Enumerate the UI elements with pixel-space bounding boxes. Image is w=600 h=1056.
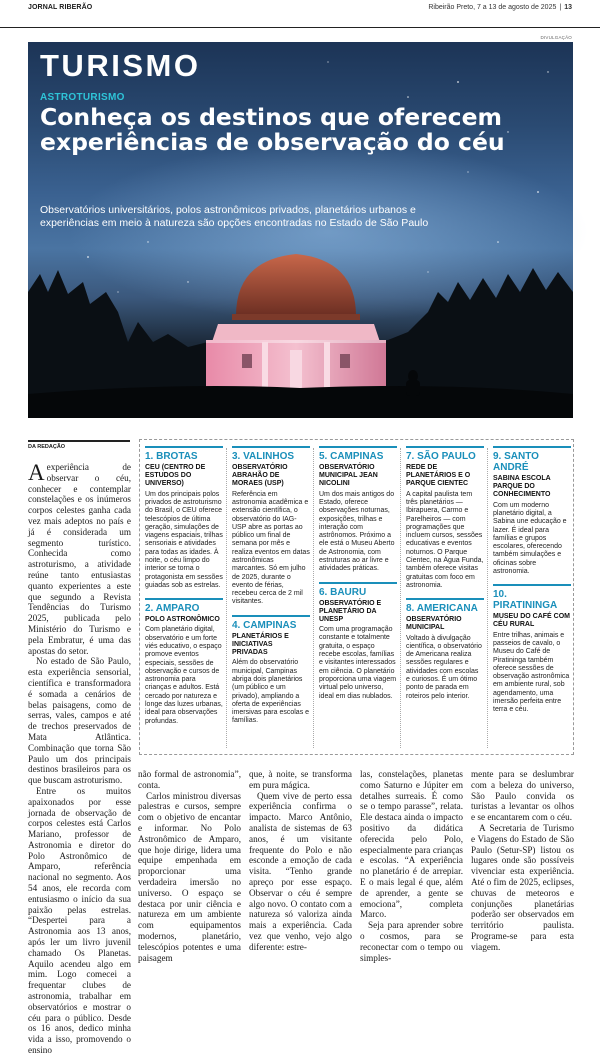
article-paragraph: Entre os muitos apaixonados por esse jornada de observação de corpos celestes está Carlos Mariano, professor de Astronomia e diretor do Polo Astronômico de Amparo, referência nacional no segmento. Aos 54 anos, ele recorda com entusiasmo o início da sua paixão pelas estrelas. “Despertei para a Astronomia aos 13 anos, após ler um livro juvenil chamado Os Planetas. Aquilo acendeu algo em mim. Logo comecei a frequentar clubes de astronomia, trabalhar em observatórios e mostrar o céu para o público. Desde os 16 anos, dedico minha vida a isso, promovendo o ensino xyxy=(28,785,131,1056)
article-column-1 xyxy=(28,462,131,1056)
column-divider xyxy=(226,448,227,748)
destination-city: 9. SANTO ANDRÉ xyxy=(493,446,571,473)
destination-description: Voltado à divulgação científica, o observatório de Americana realiza sessões regulares e atividades com escolas e curiosos. É um ótimo ponto de parada em roteiros pelo interior. xyxy=(406,634,482,700)
column-divider xyxy=(400,448,401,748)
article-paragraph: mente para se deslumbrar com a beleza do universo, São Paulo convida os turistas a levantar os olhos e se encantarem com o céu. xyxy=(471,769,574,823)
destination-city: 4. CAMPINAS xyxy=(232,615,310,631)
issue-date: Ribeirão Preto, 7 a 13 de agosto de 2025 xyxy=(428,4,557,11)
hero-photo xyxy=(28,42,573,418)
article-paragraph: não formal de astronomia”, conta. xyxy=(138,769,241,790)
article-paragraph: A Secretaria de Turismo e Viagens do Estado de São Paulo (Setur-SP) listou os lugares onde são possíveis vivenciar esta experiência. Até o fim de 2025, eclipses, chuvas de meteoros e conjunções planetárias poderão ser observados em território paulista. Programe-se para esta viagem. xyxy=(471,822,574,952)
destination-entry xyxy=(145,446,223,590)
article-column-3 xyxy=(249,769,352,953)
article-paragraph: Carlos ministrou diversas palestras e cursos, sempre com o objetivo de encantar e informar. No Polo Astronômico de Amparo, que hoje dirige, lidera uma equipe empenhada em proporcionar uma verdadeira imersão no universo. O espaço se destaca por unir ciência e natureza em um ambiente com equipamentos modernos, planetário, telescópios potentes e uma paisagem xyxy=(138,790,241,963)
destination-place: SABINA ESCOLA PARQUE DO CONHECIMENTO xyxy=(493,475,551,499)
column-divider xyxy=(487,448,488,748)
kicker: ASTROTURISMO xyxy=(40,92,125,103)
destination-description: Um dos principais polos privados de astroturismo do Brasil, o CEU oferece telescópios de última geração, simulações de viagens espaciais, trilhas sensoriais e atividades para todas as idades. À noite, o céu limpo do interior se torna o protagonista em sessões guiadas sob as estrelas. xyxy=(145,490,223,589)
article-column-2 xyxy=(138,769,241,963)
destination-entry xyxy=(232,615,310,726)
destination-description: Referência em astronomia acadêmica e extensão científica, o observatório do IAG-USP abre as portas ao público um final de semana por mês e realiza eventos em datas astronômicas marcantes. Só em julho de 2025, durante o evento de férias, recebeu cerca de 2 mil visitantes. xyxy=(232,490,310,606)
dateline xyxy=(428,4,572,11)
destination-city: 7. SÃO PAULO xyxy=(406,446,484,462)
destinations-box xyxy=(139,439,574,755)
destination-city: 3. VALINHOS xyxy=(232,446,310,462)
destination-entry xyxy=(406,598,484,701)
newspaper-name: JORNAL RIBERÃO xyxy=(28,4,93,11)
destination-place: MUSEU DO CAFÉ COM CÉU RURAL xyxy=(493,613,570,629)
article-paragraph: que, à noite, se transforma em pura mágica. xyxy=(249,769,352,790)
destination-entry xyxy=(406,446,484,590)
destination-description: A capital paulista tem três planetários — Ibirapuera, Carmo e Parelheiros — com programações que incluem cursos, sessões educativas e eventos noturnos. O Parque Cientec, na Água Funda, também oferece visitas gratuitas com foco em astronomia. xyxy=(406,490,484,589)
destination-city: 2. AMPARO xyxy=(145,598,223,614)
destination-place: OBSERVATÓRIO E PLANETÁRIO DA UNESP xyxy=(319,599,382,623)
destination-city: 5. CAMPINAS xyxy=(319,446,397,462)
destination-entry xyxy=(319,446,397,574)
destination-place: POLO ASTRONÔMICO xyxy=(145,616,220,624)
destination-city: 10. PIRATININGA xyxy=(493,584,571,611)
destinations-column-3 xyxy=(319,446,397,709)
photo-credit: DIVULGAÇÃO xyxy=(540,35,572,40)
destination-place: PLANETÁRIOS E INICIATIVAS PRIVADAS xyxy=(232,632,289,657)
section-title: TURISMO xyxy=(40,48,201,83)
article-paragraph: Quem vive de perto essa experiência confirma o impacto. Marco Antônio, analista de sistemas de 63 anos, é um visitante frequente do Polo e não esconde a emoção de cada visita. “Tenho grande apreço por esse espaço. Observar o céu é sempre algo novo. O contato com a natureza só valoriza ainda mais a experiência. Cada vez que venho, vejo algo diferente: estre- xyxy=(249,790,352,952)
destination-entry xyxy=(232,446,310,607)
destination-city: 1. BROTAS xyxy=(145,446,223,462)
article-column-5 xyxy=(471,769,574,953)
article-paragraph: No estado de São Paulo, esta experiência sensorial, científica e transformadora é somada a cenários de belas paisagens, como de serras, vales, campos e até de trechos preservados de Mata Atlântica. Combinação que torna São Paulo um dos principais destinos brasileiros para os que buscam astroturismo. xyxy=(28,656,131,786)
destinations-column-1 xyxy=(145,446,223,734)
destination-place: OBSERVATÓRIO MUNICIPAL JEAN NICOLINI xyxy=(319,464,378,488)
page-number: 13 xyxy=(564,4,572,11)
destinations-column-4 xyxy=(406,446,484,709)
separator: | xyxy=(559,4,562,11)
destination-description: Além do observatório municipal, Campinas abriga dois planetários (um público e um privado), ampliando a oferta de experiências imersivas para escolas e famílias. xyxy=(232,659,310,725)
drop-cap: A xyxy=(28,460,45,485)
destination-description: Com um moderno planetário digital, a Sabina une educação e lazer. É ideal para famílias e grupos escolares, oferecendo também simulações e oficinas sobre astronomia. xyxy=(493,501,567,575)
article-paragraph xyxy=(28,462,131,656)
destination-entry xyxy=(493,584,571,714)
destination-place: CEU (CENTRO DE ESTUDOS DO UNIVERSO) xyxy=(145,464,206,488)
destination-place: OBSERVATÓRIO MUNICIPAL xyxy=(406,616,462,632)
article-paragraph: Seja para aprender sobre o cosmos, para se reconectar com o tempo ou simples- xyxy=(360,920,463,963)
destination-description: Com uma programação constante e totalmente gratuita, o espaço recebe escolas, famílias e visitantes interessados em ciência. O planetário proporciona uma viagem virtual pelo universo, ideal em dias nublados. xyxy=(319,626,397,700)
destination-description: Com planetário digital, observatório e um forte viés educativo, o espaço promove eventos especiais, sessões de observação e cursos de astronomia para crianças e adultos. Está cercado por natureza e longe das luzes urbanas, ideal para observações profundas. xyxy=(145,626,223,725)
destination-city: 6. BAURU xyxy=(319,582,397,598)
destination-entry xyxy=(493,446,571,576)
destinations-column-2 xyxy=(232,446,310,734)
destination-entry xyxy=(319,582,397,701)
column-divider xyxy=(313,448,314,748)
destination-city: 8. AMERICANA xyxy=(406,598,484,614)
destination-entry xyxy=(145,598,223,726)
article-column-4 xyxy=(360,769,463,963)
destination-place: REDE DE PLANETÁRIOS E O PARQUE CIENTEC xyxy=(406,464,471,488)
destinations-column-5 xyxy=(493,446,571,723)
destination-place: OBSERVATÓRIO ABRAHÃO DE MORAES (USP) xyxy=(232,464,288,488)
deck: Observatórios universitários, polos astronômicos privados, planetários urbanos e experiências em meio à natureza são opções encontradas no Estado de São Paulo xyxy=(40,204,429,229)
byline: DA REDAÇÃO xyxy=(28,440,130,450)
article-paragraph: las, constelações, planetas como Saturno e Júpiter em detalhes surreais. É como se o tempo parasse”, relata. Ele destaca ainda o impacto positivo da didática oferecida pelo Polo, especialmente para crianças e escolas. “A experiência no planetário é de arrepiar. E o mais legal é que, além de aprender, a gente se emociona”, completa Marco. xyxy=(360,769,463,920)
destination-description: Um dos mais antigos do Estado, oferece observações noturnas, exposições, trilhas e interação com astrônomos. Próximo a ele está o Museu Aberto de Astronomia, com estruturas ao ar livre e atividades práticas. xyxy=(319,490,395,573)
masthead xyxy=(0,0,600,28)
paragraph-text: experiência de observar o céu, conhecer e contemplar constelações e os inúmeros corpos celestes ganha cada vez mais adeptos no país e já é considerada um segmento turístico. Conhecida como astroturismo, a atividade reúne tanto entusiastas quanto experientes a este que segundo a Revista Tendências do Turismo 2025, publicada pelo Ministério do Turismo e pela Embratur, é uma das apostas do setor. xyxy=(28,462,131,656)
destination-description: Entre trilhas, animais e passeios de cavalo, o Museu do Café de Piratininga também oferece sessões de observação astronômica em ambiente rural, sob agendamento, uma imersão perfeita entre terra e céu. xyxy=(493,631,570,714)
headline: Conheça os destinos que oferecem experiências de observação do céu xyxy=(40,103,505,156)
